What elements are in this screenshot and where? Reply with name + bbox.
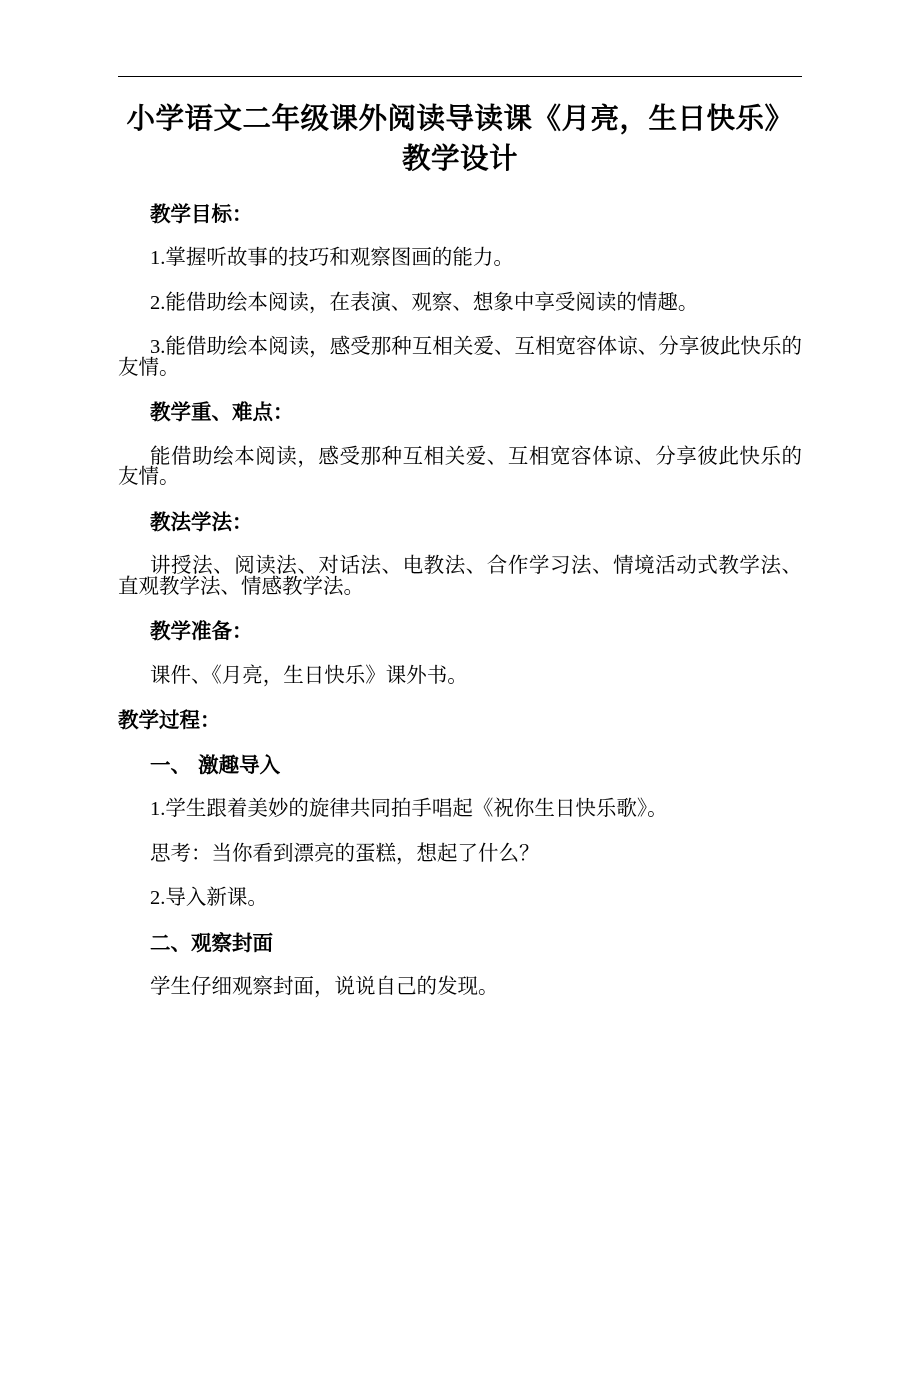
spacer <box>118 775 802 799</box>
spacer <box>118 269 802 293</box>
spacer <box>118 642 802 666</box>
section-teaching-objectives <box>118 201 802 379</box>
spacer <box>118 532 802 556</box>
section-heading: 教学重、难点： <box>150 400 294 425</box>
spacer <box>118 864 802 888</box>
spacer <box>118 224 802 248</box>
paragraph: 思考：当你看到漂亮的蛋糕，想起了什么？ <box>150 842 540 865</box>
paragraph: 1.学生跟着美妙的旋律共同拍手唱起《祝你生日快乐歌》。 <box>150 798 668 821</box>
spacer <box>118 378 802 402</box>
section-preparation <box>118 621 802 686</box>
section-process <box>118 710 802 731</box>
section-heading: 一、 激趣导入 <box>150 752 281 777</box>
section-methods <box>118 509 802 598</box>
header-rule <box>118 76 802 77</box>
spacer <box>118 423 802 447</box>
section-heading: 教学准备： <box>150 619 253 644</box>
paragraph: 课件、《月亮，生日快乐》课外书。 <box>150 664 468 687</box>
paragraph: 能借助绘本阅读，感受那种互相关爱、互相宽容体谅、分享彼此快乐的友情。 <box>118 445 802 489</box>
paragraph: 2.能借助绘本阅读，在表演、观察、想象中享受阅读的情趣。 <box>150 291 699 314</box>
spacer <box>118 597 802 621</box>
spacer <box>118 180 802 204</box>
paragraph: 2.导入新课。 <box>150 887 268 910</box>
section-heading: 教法学法： <box>150 509 253 534</box>
section-heading: 教学过程： <box>118 708 221 733</box>
paragraph: 学生仔细观察封面，说说自己的发现。 <box>150 976 499 999</box>
paragraph: 讲授法、阅读法、对话法、电教法、合作学习法、情境活动式教学法、直观教学法、情感教学法。 <box>118 555 802 598</box>
spacer <box>118 313 802 337</box>
paragraph: 1.掌握听故事的技巧和观察图画的能力。 <box>150 247 514 270</box>
page-title: 小学语文二年级课外阅读导读课《月亮，生日快乐》教学设计 <box>126 102 794 176</box>
spacer <box>118 686 802 710</box>
section-intro-activity <box>118 752 802 910</box>
spacer <box>118 731 802 755</box>
section-observe-cover <box>118 930 802 999</box>
section-heading: 二、观察封面 <box>150 930 273 955</box>
spacer <box>118 488 802 512</box>
spacer <box>118 820 802 844</box>
section-heading: 教学目标： <box>150 201 253 226</box>
paragraph: 3.能借助绘本阅读，感受那种互相关爱、互相宽容体谅、分享彼此快乐的友情。 <box>118 336 802 379</box>
section-key-points <box>118 402 802 488</box>
spacer <box>118 953 802 977</box>
document-page <box>0 76 920 1378</box>
spacer <box>118 909 802 933</box>
